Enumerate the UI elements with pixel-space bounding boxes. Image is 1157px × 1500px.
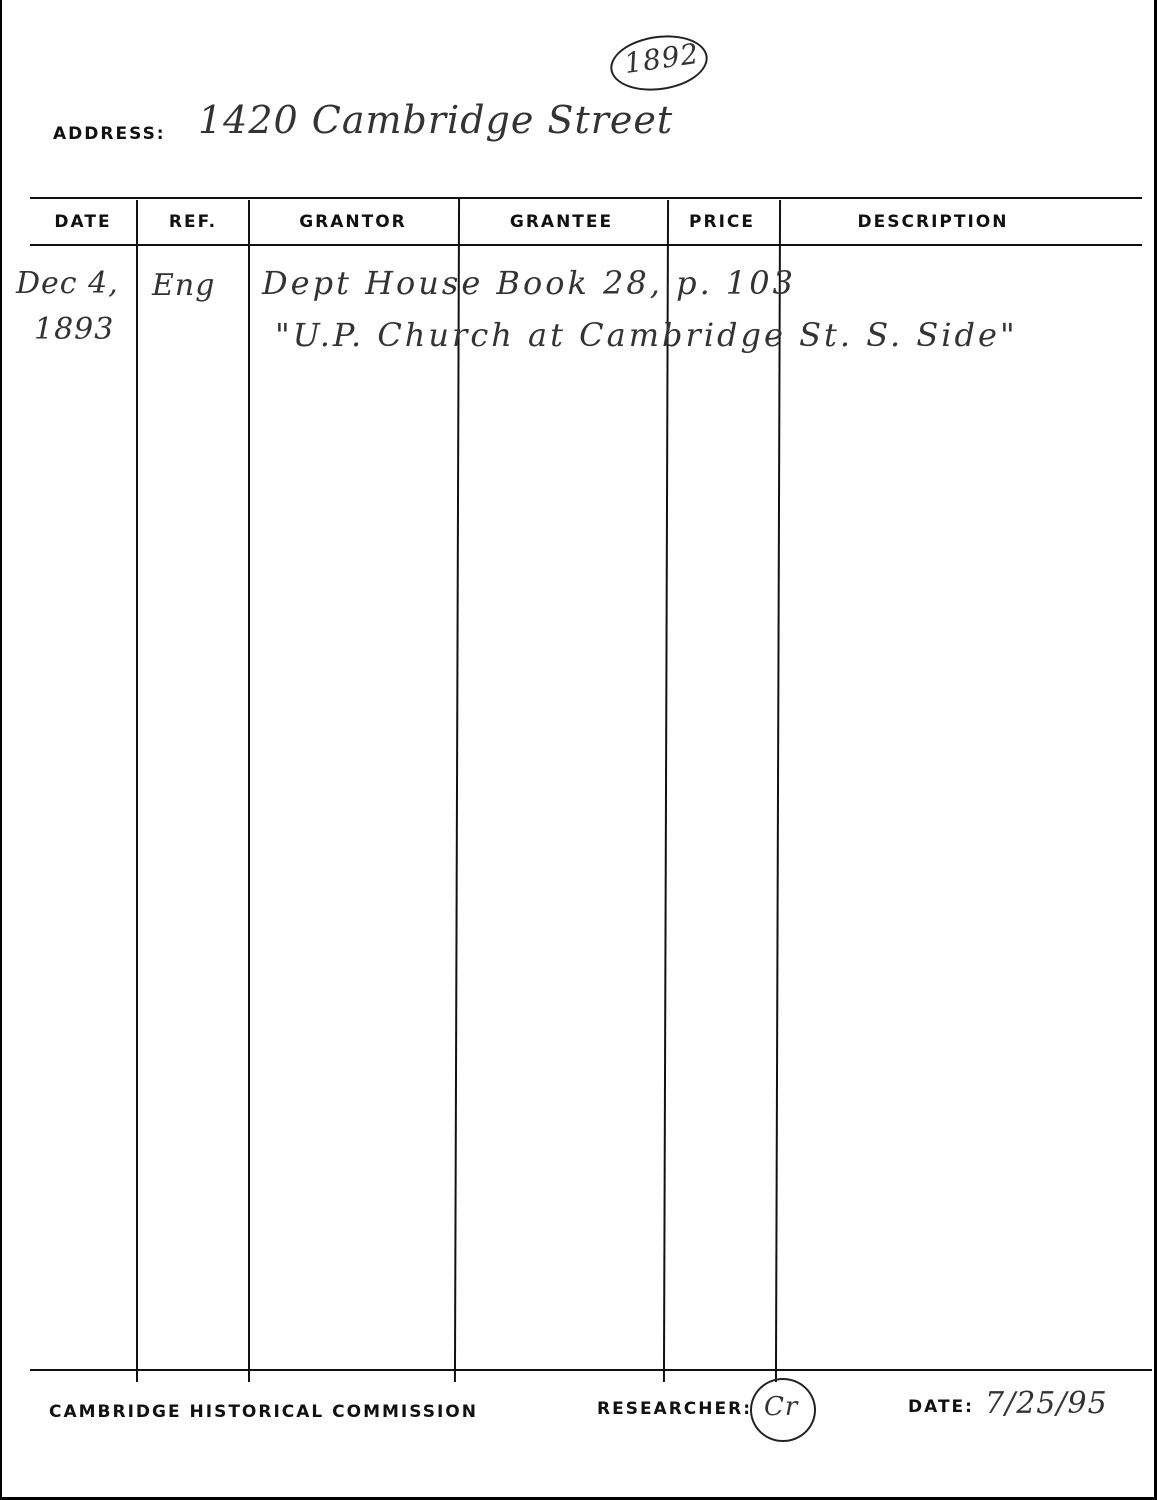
- date-label: DATE:: [908, 1397, 974, 1417]
- column-header-description: [779, 200, 1087, 244]
- address-label: ADDRESS:: [53, 124, 166, 144]
- column-divider-4: [663, 200, 669, 1382]
- researcher-label: RESEARCHER:: [597, 1399, 753, 1419]
- researcher-initials: Cr: [764, 1392, 799, 1422]
- column-header-date-label: DATE: [54, 212, 112, 232]
- scan-border-left: [0, 0, 2, 1500]
- column-header-date: [30, 200, 136, 244]
- column-divider-2: [248, 200, 250, 1382]
- column-divider-3: [454, 197, 460, 1382]
- column-header-price-label: PRICE: [689, 212, 755, 232]
- address-value: 1420 Cambridge Street: [198, 98, 674, 142]
- column-header-grantee-label: GRANTEE: [509, 212, 614, 232]
- row-ref: Eng: [152, 268, 216, 303]
- row-date-line2: 1893: [34, 312, 115, 347]
- table-header-rule: [30, 244, 1142, 246]
- column-divider-1: [136, 200, 138, 1382]
- column-header-grantor-label: GRANTOR: [299, 212, 407, 232]
- year-note: 1892: [622, 36, 702, 81]
- row-entry-line2: "U.P. Church at Cambridge St. S. Side": [275, 316, 1018, 354]
- column-header-grantee: [458, 200, 665, 244]
- column-header-ref-label: REF.: [168, 212, 218, 232]
- column-header-description-label: DESCRIPTION: [857, 212, 1009, 232]
- column-header-ref: [138, 200, 248, 244]
- table-bottom-rule: [30, 1369, 1152, 1371]
- column-header-price: [667, 200, 777, 244]
- column-header-grantor: [250, 200, 456, 244]
- table-top-rule: [30, 197, 1142, 199]
- row-entry-line1: Dept House Book 28, p. 103: [262, 264, 796, 302]
- commission-name: CAMBRIDGE HISTORICAL COMMISSION: [49, 1402, 478, 1422]
- row-date-line1: Dec 4,: [16, 266, 119, 301]
- date-value: 7/25/95: [985, 1386, 1108, 1421]
- column-divider-5: [775, 200, 781, 1382]
